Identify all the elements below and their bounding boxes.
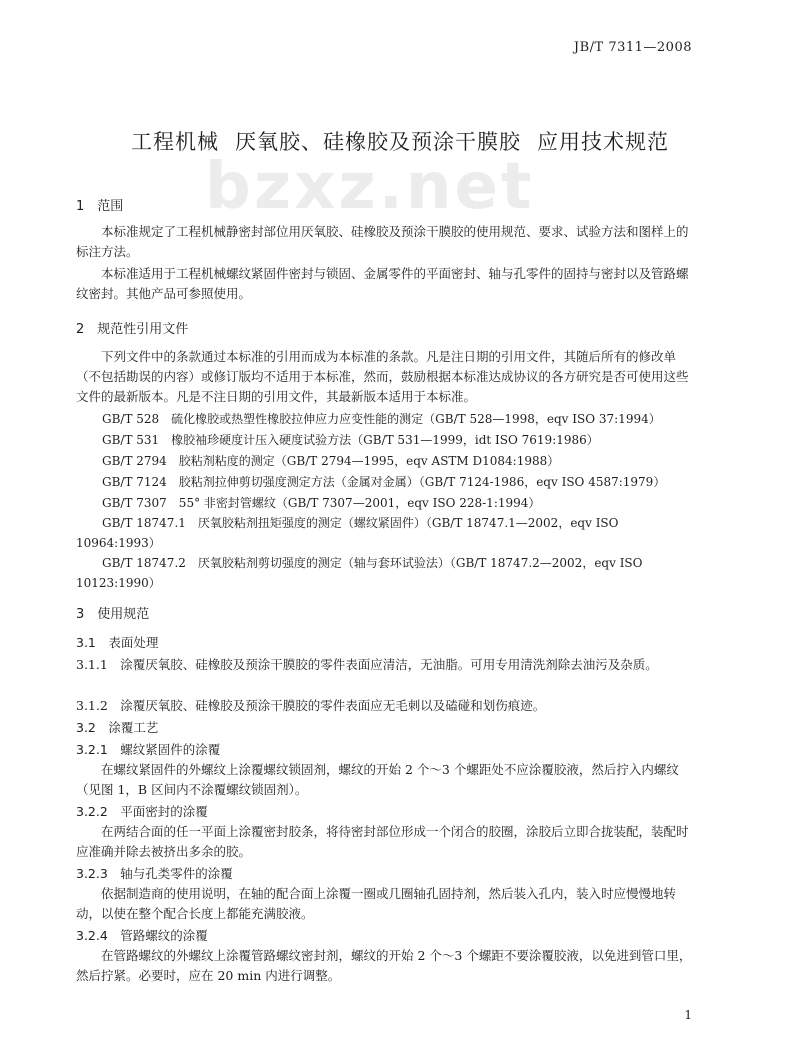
reference-item: GB/T 531 橡胶袖珍硬度计压入硬度试验方法（GB/T 531—1999，idt ISO 7619:1986）: [102, 433, 599, 447]
watermark: bzxz.net: [205, 150, 535, 224]
clause-3-2-4-heading: 3.2.4 管路螺纹的涂覆: [76, 928, 208, 943]
clause-3-2-4-text: 在管路螺纹的外螺纹上涂覆管路螺纹密封剂，螺纹的开始 2 个～3 个螺距不要涂覆胶液，以免进到管口里，然后拧紧。必要时，应在 20 min 内进行调整。: [76, 948, 692, 983]
reference-item: GB/T 7124 胶粘剂拉伸剪切强度测定方法（金属对金属）（GB/T 7124-1986，eqv ISO 4587:1979）: [102, 475, 666, 489]
clause-3-1-1: 3.1.1 涂覆厌氧胶、硅橡胶及预涂干膜胶的零件表面应清洁，无油脂。可用专用清洗剂除去油污及杂质。: [76, 657, 658, 672]
clause-3-2-3-heading: 3.2.3 轴与孔类零件的涂覆: [76, 866, 233, 881]
standard-number: JB/T 7311—2008: [573, 40, 692, 55]
clause-3-2-3-text: 依据制造商的使用说明，在轴的配合面上涂覆一圈或几圈轴孔固持剂，然后装入孔内，装入时应慢慢地转动，以使在整个配合长度上都能充满胶液。: [76, 886, 677, 921]
section-2-para-1: 下列文件中的条款通过本标准的引用而成为本标准的条款。凡是注日期的引用文件，其随后所有的修改单（不包括勘误的内容）或修订版均不适用于本标准，然而，鼓励根据本标准达成协议的各方研究是否可使用这些文件的最新版本。凡是不注日期的引用文件，其最新版本适用于本标准。: [76, 349, 689, 404]
section-1-heading: 1 范围: [76, 199, 124, 214]
section-2-heading: 2 规范性引用文件: [76, 322, 189, 337]
reference-item: GB/T 18747.2 厌氧胶粘剂剪切强度的测定（轴与套环试验法）（GB/T 18747.2—2002，eqv ISO 10123:1990）: [76, 556, 643, 590]
clause-3-2-2-heading: 3.2.2 平面密封的涂覆: [76, 804, 208, 819]
title-part-1: 工程机械: [131, 130, 219, 154]
document-title: [0, 126, 800, 156]
section-1-para-1: 本标准规定了工程机械静密封部位用厌氧胶、硅橡胶及预涂干膜胶的使用规范、要求、试验方法和图样上的标注方法。: [76, 224, 689, 259]
clause-3-2-2-text: 在两结合面的任一平面上涂覆密封胶条，将待密封部位形成一个闭合的胶圈，涂胶后立即合拢装配，装配时应准确并除去被挤出多余的胶。: [76, 824, 689, 859]
title-part-3: 应用技术规范: [537, 130, 669, 154]
section-3-heading: 3 使用规范: [76, 607, 150, 622]
clause-3-1-2: 3.1.2 涂覆厌氧胶、硅橡胶及预涂干膜胶的零件表面应无毛刺以及磕碰和划伤痕迹。: [76, 698, 546, 713]
page-number: 1: [684, 1008, 692, 1022]
title-part-2: 厌氧胶、硅橡胶及预涂干膜胶: [235, 130, 521, 154]
reference-item: GB/T 7307 55° 非密封管螺纹（GB/T 7307—2001，eqv ISO 228-1:1994）: [102, 496, 541, 510]
section-1-para-2: 本标准适用于工程机械螺纹紧固件密封与锁固、金属零件的平面密封、轴与孔零件的固持与密封以及管路螺纹密封。其他产品可参照使用。: [76, 266, 689, 301]
subsection-3-1-heading: 3.1 表面处理: [76, 635, 159, 650]
clause-3-2-1-text: 在螺纹紧固件的外螺纹上涂覆螺纹锁固剂，螺纹的开始 2 个～3 个螺距处不应涂覆胶液，然后拧入内螺纹（见图 1，B 区间内不涂覆螺纹锁固剂）。: [76, 762, 679, 797]
reference-item: GB/T 528 硫化橡胶或热塑性橡胶拉伸应力应变性能的测定（GB/T 528—1998，eqv ISO 37:1994）: [102, 412, 661, 426]
subsection-3-2-heading: 3.2 涂覆工艺: [76, 720, 159, 735]
reference-item: GB/T 2794 胶粘剂粘度的测定（GB/T 2794—1995，eqv ASTM D1084:1988）: [102, 454, 560, 468]
clause-3-2-1-heading: 3.2.1 螺纹紧固件的涂覆: [76, 742, 221, 757]
reference-item: GB/T 18747.1 厌氧胶粘剂扭矩强度的测定（螺纹紧固件）（GB/T 18747.1—2002，eqv ISO 10964:1993）: [76, 516, 619, 550]
